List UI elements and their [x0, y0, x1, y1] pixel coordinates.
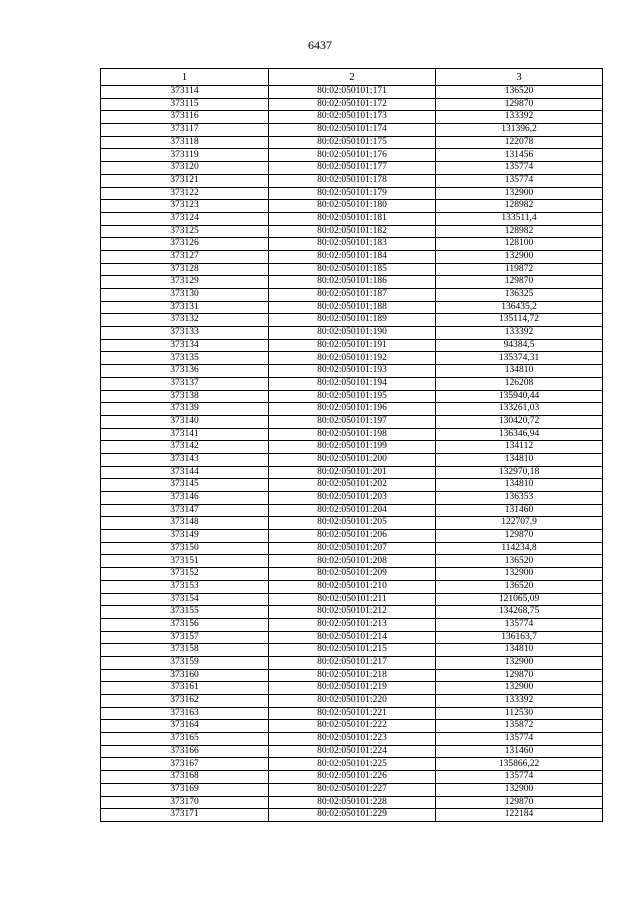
table-cell: 132900 [436, 783, 603, 796]
table-cell: 80:02:050101:208 [269, 555, 436, 568]
table-cell: 373167 [101, 758, 269, 771]
table-row [101, 86, 603, 99]
column-header-1: 1 [101, 69, 269, 86]
table-cell: 80:02:050101:220 [269, 695, 436, 708]
table-row [101, 352, 603, 365]
table-row [101, 758, 603, 771]
table-cell: 80:02:050101:183 [269, 238, 436, 251]
table-cell: 128982 [436, 200, 603, 213]
table-cell: 136520 [436, 580, 603, 593]
table-row [101, 415, 603, 428]
table-row [101, 631, 603, 644]
table-row [101, 555, 603, 568]
table-cell: 373169 [101, 783, 269, 796]
table-cell: 373132 [101, 314, 269, 327]
table-cell: 373124 [101, 212, 269, 225]
table-row [101, 606, 603, 619]
table-cell: 126208 [436, 377, 603, 390]
table-cell: 80:02:050101:177 [269, 162, 436, 175]
table-cell: 80:02:050101:199 [269, 441, 436, 454]
table-cell: 136520 [436, 555, 603, 568]
table-cell: 132900 [436, 682, 603, 695]
table-cell: 122707,9 [436, 517, 603, 530]
table-cell: 80:02:050101:185 [269, 263, 436, 276]
table-row [101, 200, 603, 213]
table-cell: 80:02:050101:174 [269, 124, 436, 137]
table-cell: 134810 [436, 453, 603, 466]
table-row [101, 783, 603, 796]
table-cell: 134810 [436, 479, 603, 492]
table-cell: 80:02:050101:180 [269, 200, 436, 213]
table-cell: 373153 [101, 580, 269, 593]
table-row [101, 289, 603, 302]
table-row [101, 453, 603, 466]
table-cell: 373144 [101, 466, 269, 479]
table-cell: 80:02:050101:171 [269, 86, 436, 99]
table-cell: 80:02:050101:197 [269, 415, 436, 428]
table-cell: 373129 [101, 276, 269, 289]
table-cell: 80:02:050101:217 [269, 656, 436, 669]
table-cell: 80:02:050101:178 [269, 174, 436, 187]
table-cell: 112530 [436, 707, 603, 720]
table-cell: 135866,22 [436, 758, 603, 771]
table-header [101, 69, 603, 86]
table-row [101, 327, 603, 340]
table-cell: 80:02:050101:204 [269, 504, 436, 517]
table-cell: 373126 [101, 238, 269, 251]
table-cell: 114234,8 [436, 542, 603, 555]
table-cell: 373168 [101, 771, 269, 784]
table-cell: 373143 [101, 453, 269, 466]
table-cell: 80:02:050101:218 [269, 669, 436, 682]
table-cell: 133392 [436, 327, 603, 340]
table-cell: 80:02:050101:223 [269, 733, 436, 746]
table-cell: 134810 [436, 365, 603, 378]
table-cell: 132900 [436, 250, 603, 263]
table-row [101, 669, 603, 682]
table-row [101, 682, 603, 695]
table-cell: 131460 [436, 504, 603, 517]
table-row [101, 644, 603, 657]
table-cell: 373158 [101, 644, 269, 657]
table-cell: 80:02:050101:202 [269, 479, 436, 492]
table-row [101, 124, 603, 137]
table-row [101, 365, 603, 378]
table-cell: 373138 [101, 390, 269, 403]
table-cell: 134112 [436, 441, 603, 454]
table-cell: 134268,75 [436, 606, 603, 619]
table-cell: 80:02:050101:228 [269, 796, 436, 809]
table-cell: 135774 [436, 771, 603, 784]
table-cell: 373152 [101, 568, 269, 581]
table-cell: 373125 [101, 225, 269, 238]
table-row [101, 187, 603, 200]
table-cell: 373117 [101, 124, 269, 137]
table-cell: 136435,2 [436, 301, 603, 314]
table-cell: 134810 [436, 644, 603, 657]
column-header-2: 2 [269, 69, 436, 86]
table-cell: 136353 [436, 492, 603, 505]
table-row [101, 695, 603, 708]
table-cell: 373141 [101, 428, 269, 441]
header-row [101, 69, 603, 86]
table-row [101, 479, 603, 492]
table-row [101, 656, 603, 669]
table-cell: 80:02:050101:172 [269, 98, 436, 111]
table-cell: 94384,5 [436, 339, 603, 352]
table-row [101, 428, 603, 441]
table-cell: 131460 [436, 745, 603, 758]
table-cell: 80:02:050101:200 [269, 453, 436, 466]
table-cell: 80:02:050101:227 [269, 783, 436, 796]
table-cell: 136163,7 [436, 631, 603, 644]
table-cell: 129870 [436, 98, 603, 111]
table-cell: 129870 [436, 796, 603, 809]
table-cell: 80:02:050101:215 [269, 644, 436, 657]
table-cell: 80:02:050101:176 [269, 149, 436, 162]
table-row [101, 530, 603, 543]
table-cell: 135774 [436, 733, 603, 746]
table-cell: 373130 [101, 289, 269, 302]
table-cell: 80:02:050101:219 [269, 682, 436, 695]
table-cell: 133392 [436, 695, 603, 708]
table-row [101, 403, 603, 416]
table-cell: 80:02:050101:207 [269, 542, 436, 555]
table-cell: 80:02:050101:222 [269, 720, 436, 733]
table-row [101, 377, 603, 390]
table-cell: 373127 [101, 250, 269, 263]
table-cell: 373156 [101, 618, 269, 631]
table-cell: 80:02:050101:196 [269, 403, 436, 416]
table-cell: 121065,09 [436, 593, 603, 606]
table-cell: 373135 [101, 352, 269, 365]
table-row [101, 707, 603, 720]
table-row [101, 441, 603, 454]
table-cell: 373155 [101, 606, 269, 619]
table-cell: 135872 [436, 720, 603, 733]
table-cell: 80:02:050101:213 [269, 618, 436, 631]
table-cell: 135374,31 [436, 352, 603, 365]
table-cell: 80:02:050101:211 [269, 593, 436, 606]
table-cell: 80:02:050101:212 [269, 606, 436, 619]
table-cell: 80:02:050101:229 [269, 809, 436, 822]
table-row [101, 339, 603, 352]
table-cell: 80:02:050101:175 [269, 136, 436, 149]
table-cell: 373170 [101, 796, 269, 809]
table-cell: 80:02:050101:195 [269, 390, 436, 403]
table-cell: 80:02:050101:194 [269, 377, 436, 390]
table-cell: 80:02:050101:189 [269, 314, 436, 327]
table-cell: 80:02:050101:205 [269, 517, 436, 530]
table-row [101, 276, 603, 289]
table-row [101, 238, 603, 251]
table-cell: 80:02:050101:226 [269, 771, 436, 784]
table-cell: 373161 [101, 682, 269, 695]
table-cell: 136346,94 [436, 428, 603, 441]
table-cell: 80:02:050101:173 [269, 111, 436, 124]
table-row [101, 136, 603, 149]
table-cell: 373154 [101, 593, 269, 606]
table-cell: 80:02:050101:209 [269, 568, 436, 581]
table-cell: 80:02:050101:201 [269, 466, 436, 479]
table-row [101, 568, 603, 581]
table-row [101, 580, 603, 593]
table-cell: 80:02:050101:184 [269, 250, 436, 263]
table-cell: 373165 [101, 733, 269, 746]
column-header-3: 3 [436, 69, 603, 86]
table-row [101, 542, 603, 555]
table-cell: 131396,2 [436, 124, 603, 137]
data-table [100, 68, 603, 822]
table-row [101, 225, 603, 238]
table-cell: 373115 [101, 98, 269, 111]
table-row [101, 174, 603, 187]
table-row [101, 618, 603, 631]
table-cell: 80:02:050101:210 [269, 580, 436, 593]
table-row [101, 733, 603, 746]
table-row [101, 250, 603, 263]
table-row [101, 149, 603, 162]
page-number: 6437 [308, 38, 332, 52]
table-cell: 373157 [101, 631, 269, 644]
table-cell: 128982 [436, 225, 603, 238]
table-cell: 135774 [436, 174, 603, 187]
table-cell: 133511,4 [436, 212, 603, 225]
table-cell: 373146 [101, 492, 269, 505]
table-cell: 373134 [101, 339, 269, 352]
table-cell: 80:02:050101:191 [269, 339, 436, 352]
table-cell: 80:02:050101:181 [269, 212, 436, 225]
table-cell: 132970,18 [436, 466, 603, 479]
table-row [101, 720, 603, 733]
table-cell: 132900 [436, 187, 603, 200]
table-cell: 373128 [101, 263, 269, 276]
table-cell: 122078 [436, 136, 603, 149]
table-row [101, 111, 603, 124]
table-cell: 373120 [101, 162, 269, 175]
table-cell: 373150 [101, 542, 269, 555]
table-cell: 136520 [436, 86, 603, 99]
table-cell: 80:02:050101:203 [269, 492, 436, 505]
table-cell: 373118 [101, 136, 269, 149]
table-cell: 373162 [101, 695, 269, 708]
table-cell: 80:02:050101:192 [269, 352, 436, 365]
table-cell: 373133 [101, 327, 269, 340]
table-cell: 373164 [101, 720, 269, 733]
table-cell: 131456 [436, 149, 603, 162]
table-cell: 373171 [101, 809, 269, 822]
table-row [101, 314, 603, 327]
table-cell: 132900 [436, 656, 603, 669]
table-cell: 373116 [101, 111, 269, 124]
table-cell: 373122 [101, 187, 269, 200]
table-cell: 80:02:050101:186 [269, 276, 436, 289]
table-cell: 132900 [436, 568, 603, 581]
table-cell: 135940,44 [436, 390, 603, 403]
table-cell: 373145 [101, 479, 269, 492]
table-cell: 129870 [436, 669, 603, 682]
table-cell: 130420,72 [436, 415, 603, 428]
table-row [101, 771, 603, 784]
table-cell: 128100 [436, 238, 603, 251]
table-cell: 135774 [436, 162, 603, 175]
table-cell: 373123 [101, 200, 269, 213]
table-cell: 373159 [101, 656, 269, 669]
table-cell: 373151 [101, 555, 269, 568]
table-cell: 80:02:050101:182 [269, 225, 436, 238]
table-cell: 80:02:050101:214 [269, 631, 436, 644]
table-cell: 80:02:050101:221 [269, 707, 436, 720]
table-cell: 80:02:050101:190 [269, 327, 436, 340]
table-cell: 80:02:050101:188 [269, 301, 436, 314]
table-body [101, 86, 603, 822]
table-cell: 135774 [436, 618, 603, 631]
table-cell: 373149 [101, 530, 269, 543]
table-cell: 373114 [101, 86, 269, 99]
table-cell: 373131 [101, 301, 269, 314]
table-cell: 373160 [101, 669, 269, 682]
table-cell: 122184 [436, 809, 603, 822]
table-row [101, 796, 603, 809]
table-cell: 373140 [101, 415, 269, 428]
table-cell: 373136 [101, 365, 269, 378]
table-row [101, 466, 603, 479]
table-cell: 135114,72 [436, 314, 603, 327]
table-cell: 373139 [101, 403, 269, 416]
table-row [101, 504, 603, 517]
table-row [101, 212, 603, 225]
table-cell: 373137 [101, 377, 269, 390]
table-row [101, 517, 603, 530]
table-row [101, 98, 603, 111]
table-cell: 373166 [101, 745, 269, 758]
table-cell: 80:02:050101:225 [269, 758, 436, 771]
table-row [101, 301, 603, 314]
table-cell: 129870 [436, 276, 603, 289]
table-cell: 136325 [436, 289, 603, 302]
table-cell: 80:02:050101:206 [269, 530, 436, 543]
table-cell: 133261,03 [436, 403, 603, 416]
table-row [101, 162, 603, 175]
table-cell: 373163 [101, 707, 269, 720]
table-cell: 119872 [436, 263, 603, 276]
table-cell: 373121 [101, 174, 269, 187]
table-row [101, 745, 603, 758]
table-cell: 80:02:050101:179 [269, 187, 436, 200]
table-cell: 80:02:050101:193 [269, 365, 436, 378]
table-cell: 373142 [101, 441, 269, 454]
table-cell: 129870 [436, 530, 603, 543]
table-cell: 373119 [101, 149, 269, 162]
table-row [101, 809, 603, 822]
table-cell: 133392 [436, 111, 603, 124]
table-cell: 373148 [101, 517, 269, 530]
table-row [101, 390, 603, 403]
table-row [101, 492, 603, 505]
table-cell: 80:02:050101:224 [269, 745, 436, 758]
table-cell: 80:02:050101:187 [269, 289, 436, 302]
table-row [101, 263, 603, 276]
table-cell: 80:02:050101:198 [269, 428, 436, 441]
table-row [101, 593, 603, 606]
table-cell: 373147 [101, 504, 269, 517]
